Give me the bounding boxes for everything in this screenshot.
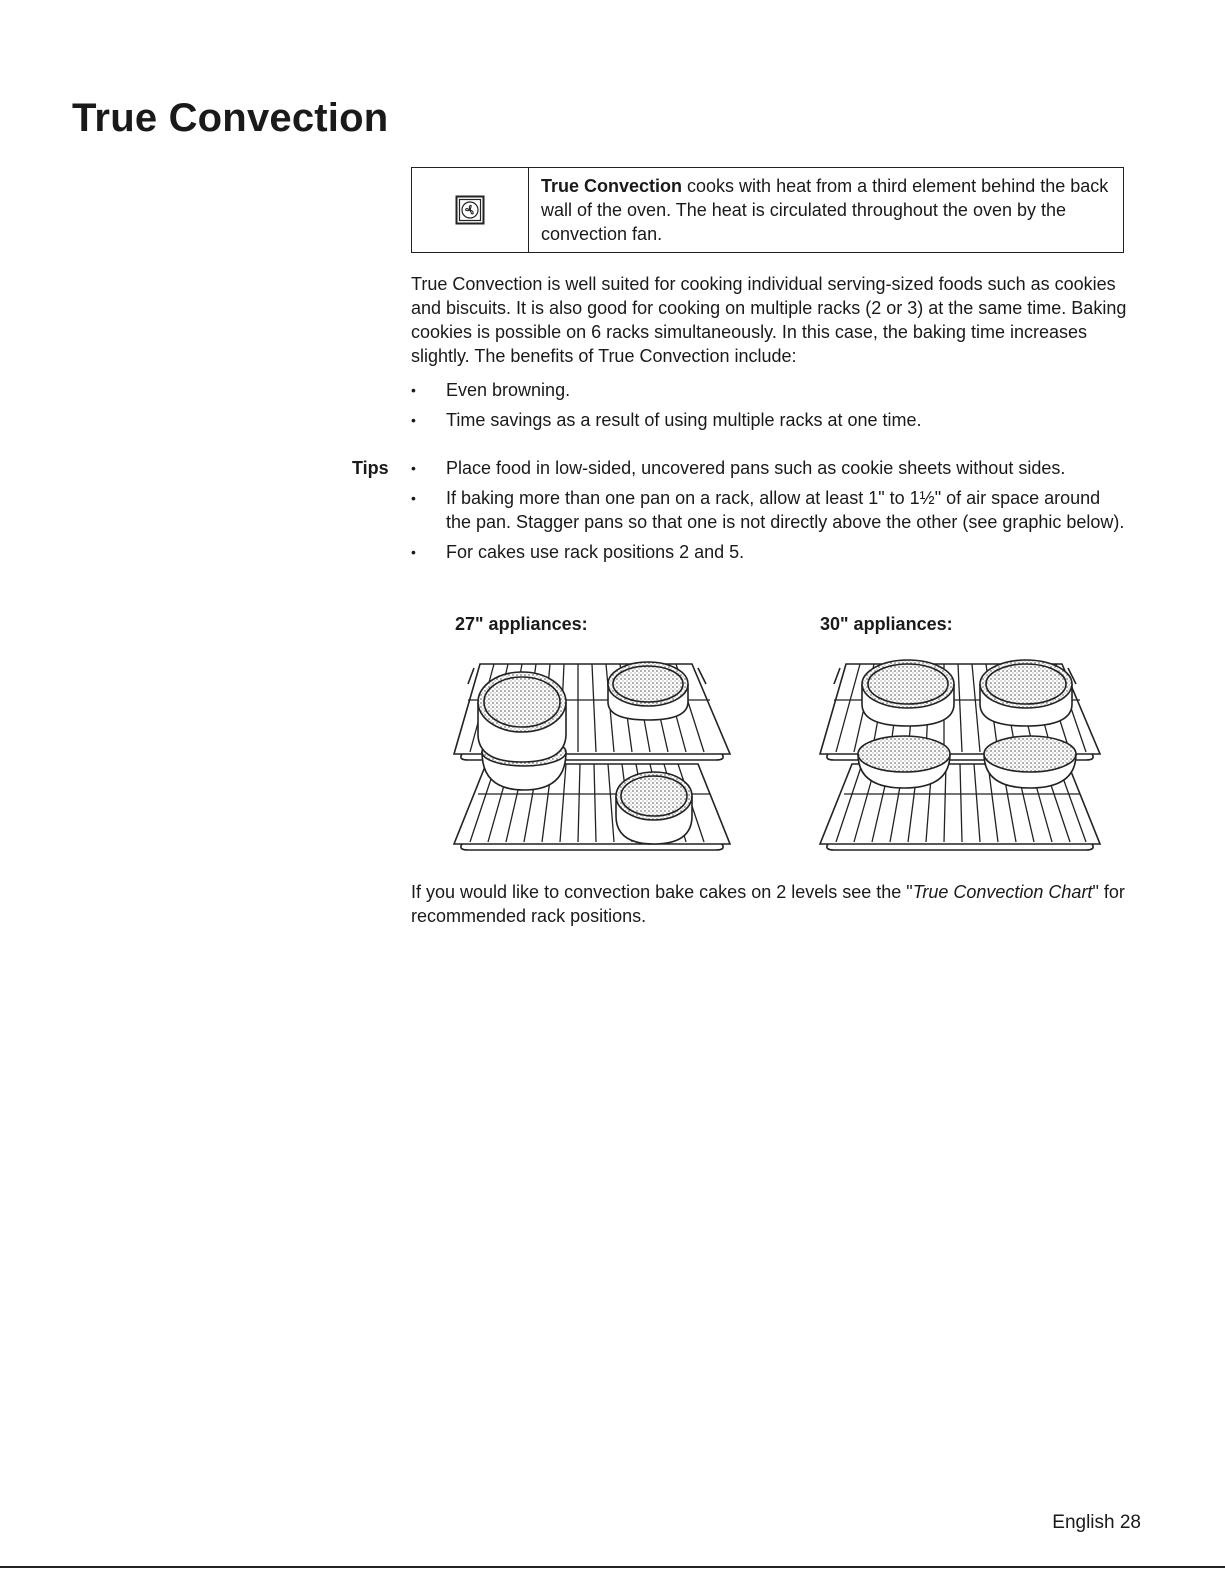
rack-pan-30-illustration [814,654,1106,854]
rack-pan-27-illustration [448,654,738,854]
tips-list [411,456,1141,564]
mode-description-text: cooks with heat from a third element behind the back wall of the oven. The heat is circulated throughout the oven by the convection fan. [541,176,1109,244]
convection-fan-icon [455,195,485,225]
list-item: • Place food in low-sided, uncovered pans such as cookie sheets without sides. [411,458,1066,478]
mode-icon-cell [412,168,529,252]
figure-caption-27: 27" appliances: [455,614,588,634]
figure-caption-30: 30" appliances: [820,614,953,634]
mode-description-box [411,167,1124,253]
list-item: • If baking more than one pan on a rack, allow at least 1" to 1½" of air space around the pan. Stagger pans so that one is not directly above the other (see graphic below). [411,488,1125,532]
page-footer: English 28 [1052,1512,1141,1533]
page-title: True Convection [72,96,389,140]
mode-name: True Convection [541,176,683,196]
list-item: • Even browning. [411,380,571,400]
list-item: • For cakes use rack positions 2 and 5. [411,542,745,562]
intro-paragraph: True Convection is well suited for cooking individual serving-sized foods such as cookies and biscuits. It is also good for cooking on multiple racks (2 or 3) at the same time. Baking cookies is possible on 6 racks simultaneously. In this case, the baking time increases slightly. The benefits of True Convection include: [411,274,1127,366]
benefits-list [411,378,1141,432]
mode-description [529,168,1123,252]
list-item: • Time savings as a result of using multiple racks at one time. [411,410,922,430]
closing-paragraph: If you would like to convection bake cakes on 2 levels see the "True Convection Chart" for recommended rack positions. [411,882,1125,926]
chart-reference: True Convection Chart [912,882,1093,902]
bottom-rule [0,1566,1225,1568]
tips-label: Tips [352,458,389,478]
